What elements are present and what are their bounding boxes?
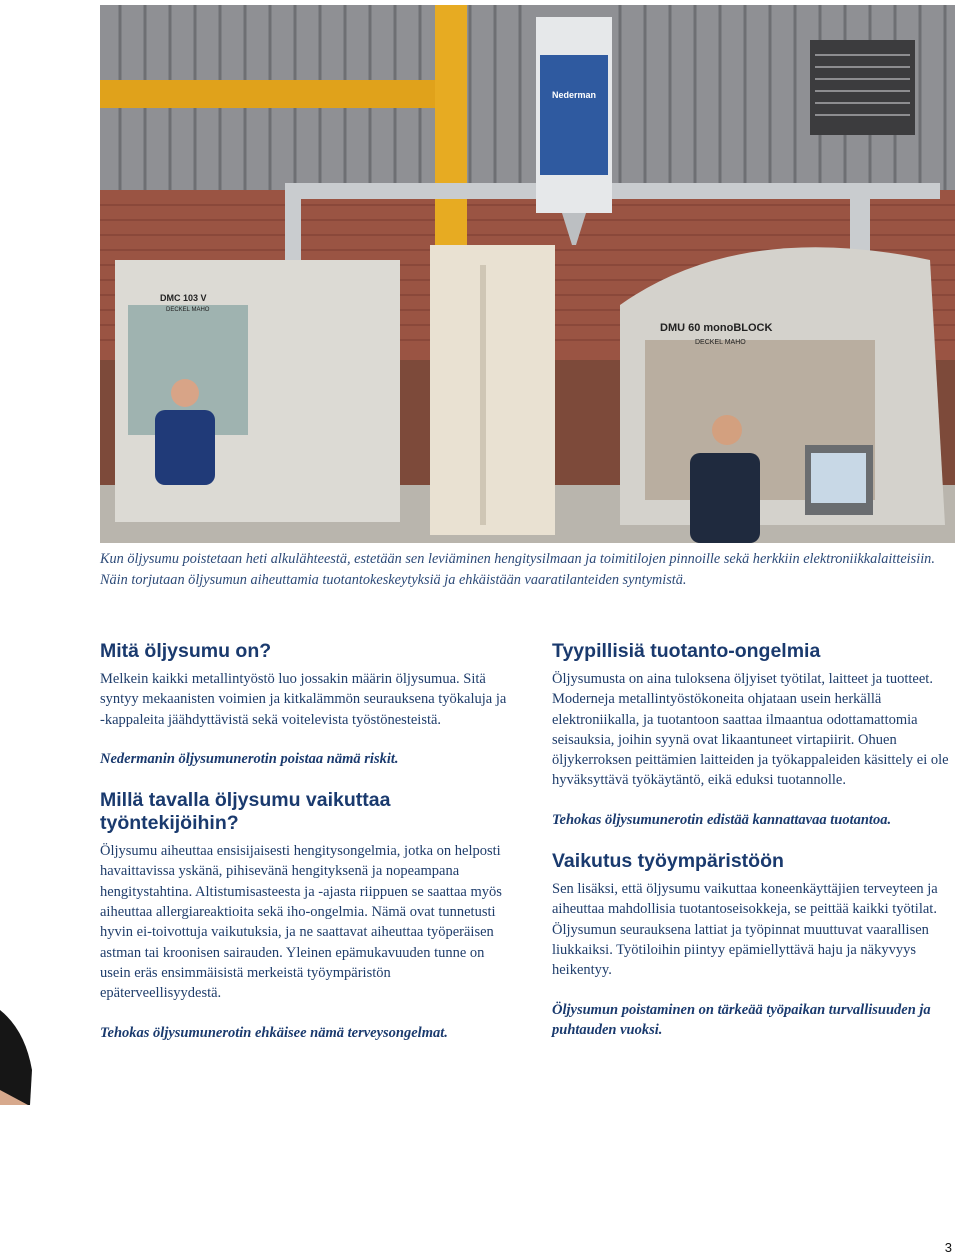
factory-photo (100, 5, 955, 543)
paragraph-what-is-oil-mist: Melkein kaikki metallintyöstö luo jossakin määrin öljysumua. Sitä syntyy mekaanisten voimien ja kitkalämmön seurauksena työkaluja ja -kappaleita jäähdyttävistä sekä voitelevista työstönesteistä. (100, 671, 507, 728)
edge-person-image (0, 1010, 40, 1105)
machine-left-label: DMC 103 V (160, 293, 207, 303)
emphasis-profitable-production: Tehokas öljysumunerotin edistää kannattavaa tuotantoa. (552, 811, 892, 828)
machine-left-brand: DECKEL MAHO (166, 307, 210, 313)
photo-caption: Kun öljysumu poistetaan heti alkulähteestä, estetään sen leviäminen hengitysilmaan ja toimitilojen pinnoille sekä herkkiin elektroniikkalaitteisiin. Näin torjutaan öljysumun aiheuttamia tuotantokeskeytyksiä ja ehkäistään vaaratilanteiden syntymistä. (100, 551, 935, 588)
page-number: 3 (944, 1240, 952, 1255)
emphasis-nederman-removes-risks: Nedermanin öljysumunerotin poistaa nämä riskit. (100, 750, 399, 767)
paragraph-production-problems: Öljysumusta on aina tuloksena öljyiset työtilat, laitteet ja tuotteet. Moderneja metallintyöstökoneita ohjataan usein herkällä elektroniikalla, ja tuotantoon saattaa ilmaantua odottamattomia seisauksia, joihin syynä ovat likaantuneet virtapiirit. Ohuen öljykerroksen peittämien laitteiden ja työkappaleiden käsittely ei ole hyväksyttävä työkäytäntö, eikä eduksi tuotannolle. (552, 671, 949, 789)
heading-what-is-oil-mist: Mitä öljysumu on? (100, 640, 272, 662)
left-column (100, 640, 510, 1043)
nederman-logo: Nederman (551, 90, 597, 100)
heading-work-environment: Vaikutus työympäristöön (552, 850, 784, 873)
paragraph-work-environment: Sen lisäksi, että öljysumu vaikuttaa koneenkäyttäjien terveyteen ja aiheuttaa mahdollisia tuotantoseisokkeja, se peittää kaikki työtilat. Öljysumun seurauksena lattiat ja työpinnat muuttuvat vaarallisen liukkaiksi. Työtiloihin piintyy epämiellyttävä haju ja näkyvyys heikentyy. (552, 881, 938, 979)
heading-production-problems: Tyypillisiä tuotanto-ongelmia (552, 640, 821, 662)
right-column (552, 640, 952, 1040)
heading-effect-on-workers: Millä tavalla öljysumu vaikuttaa työntekijöihin? (100, 789, 391, 835)
emphasis-prevents-health-problems: Tehokas öljysumunerotin ehkäisee nämä terveysongelmat. (100, 1024, 448, 1041)
machine-right-brand: DECKEL MAHO (695, 339, 746, 346)
factory-illustration (100, 5, 955, 543)
emphasis-safety-cleanliness: Öljysumun poistaminen on tärkeää työpaikan turvallisuuden ja puhtauden vuoksi. (552, 1001, 931, 1038)
machine-right-label: DMU 60 monoBLOCK (660, 322, 773, 334)
paragraph-effect-on-workers: Öljysumu aiheuttaa ensisijaisesti hengitysongelmia, jotka on helposti havaittavissa yskänä, pihisevänä hengityksenä ja nopeampana hengitystahtina. Altistumisasteesta ja -ajasta riippuen se saattaa myös aiheuttaa allergiareaktioita sekä iho-ongelmia. Nämä ovat tunnetusti hyvin ei-toivottuja vaikutuksia, ja ne saattavat aiheuttaa työperäisen astman tai kroonisen sairauden. Yleinen epämukavuuden tunne on usein eräs ensimmäisistä merkeistä työympäristön epäterveellisyydestä. (100, 843, 502, 1002)
